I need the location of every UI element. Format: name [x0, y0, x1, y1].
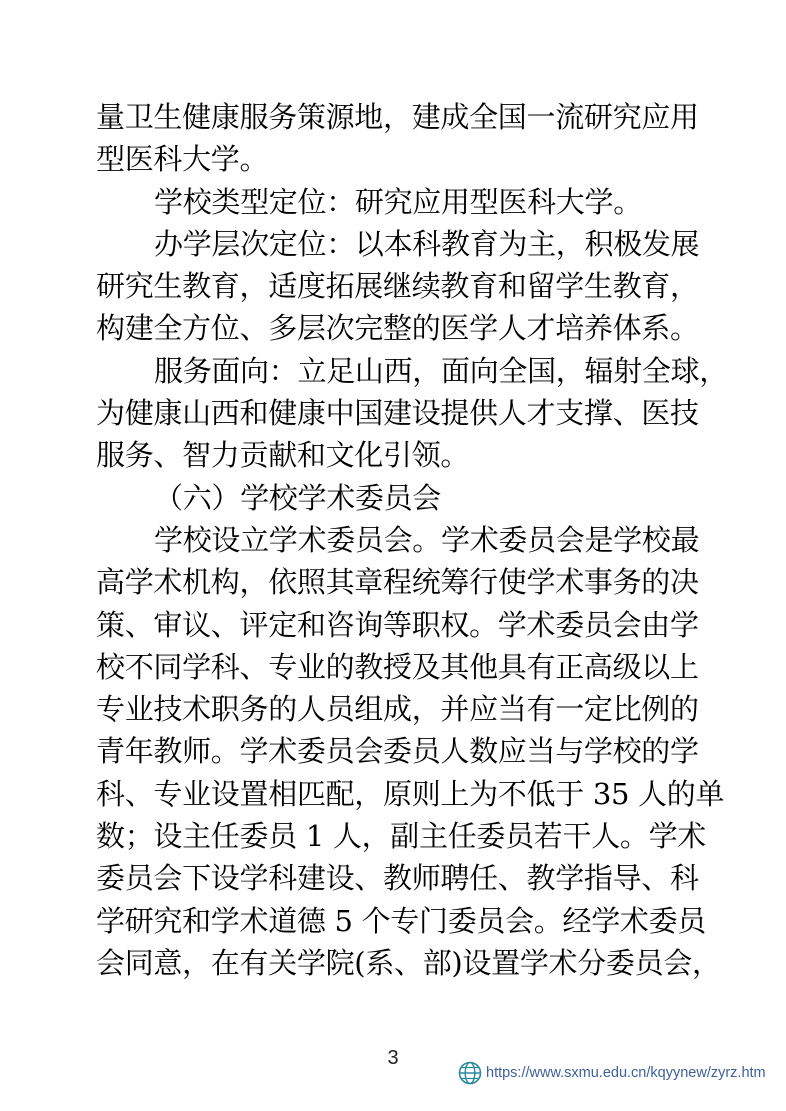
- text-line: 服务面向：立足山西，面向全国，辐射全球，: [154, 353, 729, 388]
- globe-icon: [458, 1061, 482, 1085]
- text-line: 学研究和学术道德 5 个专门委员会。经学术委员: [96, 903, 706, 938]
- text-line: 办学层次定位：以本科教育为主，积极发展: [154, 226, 700, 261]
- text-line: 策、审议、评定和咨询等职权。学术委员会由学: [96, 607, 699, 642]
- text-line: 数；设主任委员 1 人，副主任委员若干人。学术: [96, 819, 706, 854]
- text-line: 会同意，在有关学院(系、部)设置学术分委员会，: [96, 945, 721, 980]
- text-line: 为健康山西和健康中国建设提供人才支撑、医技: [96, 396, 699, 431]
- text-line: 高学术机构，依照其章程统筹行使学术事务的决: [96, 565, 699, 600]
- text-line: 构建全方位、多层次完整的医学人才培养体系。: [96, 311, 699, 346]
- section-heading: （六）学校学术委员会: [154, 480, 442, 515]
- text-line: 青年教师。学术委员会委员人数应当与学校的学: [96, 734, 699, 769]
- text-line: 量卫生健康服务策源地，建成全国一流研究应用: [96, 100, 699, 134]
- text-line: 服务、智力贡献和文化引领。: [96, 438, 470, 473]
- text-line: 学校设立学术委员会。学术委员会是学校最: [154, 522, 700, 557]
- text-line: 科、专业设置相匹配，原则上为不低于 35 人的单: [96, 776, 725, 811]
- text-line: 研究生教育，适度拓展继续教育和留学生教育，: [96, 269, 699, 304]
- source-watermark[interactable]: [458, 1061, 766, 1085]
- text-line: 校不同学科、专业的教授及其他具有正高级以上: [96, 649, 699, 684]
- text-line: 学校类型定位：研究应用型医科大学。: [154, 184, 642, 219]
- document-body: [96, 96, 729, 984]
- page-number: 3: [387, 1047, 399, 1069]
- text-line: 专业技术职务的人员组成，并应当有一定比例的: [96, 692, 699, 727]
- text-line: 型医科大学。: [96, 142, 269, 177]
- text-line: 委员会下设学科建设、教师聘任、教学指导、科: [96, 861, 699, 896]
- source-url[interactable]: https://www.sxmu.edu.cn/kqyynew/zyrz.htm: [486, 1065, 766, 1081]
